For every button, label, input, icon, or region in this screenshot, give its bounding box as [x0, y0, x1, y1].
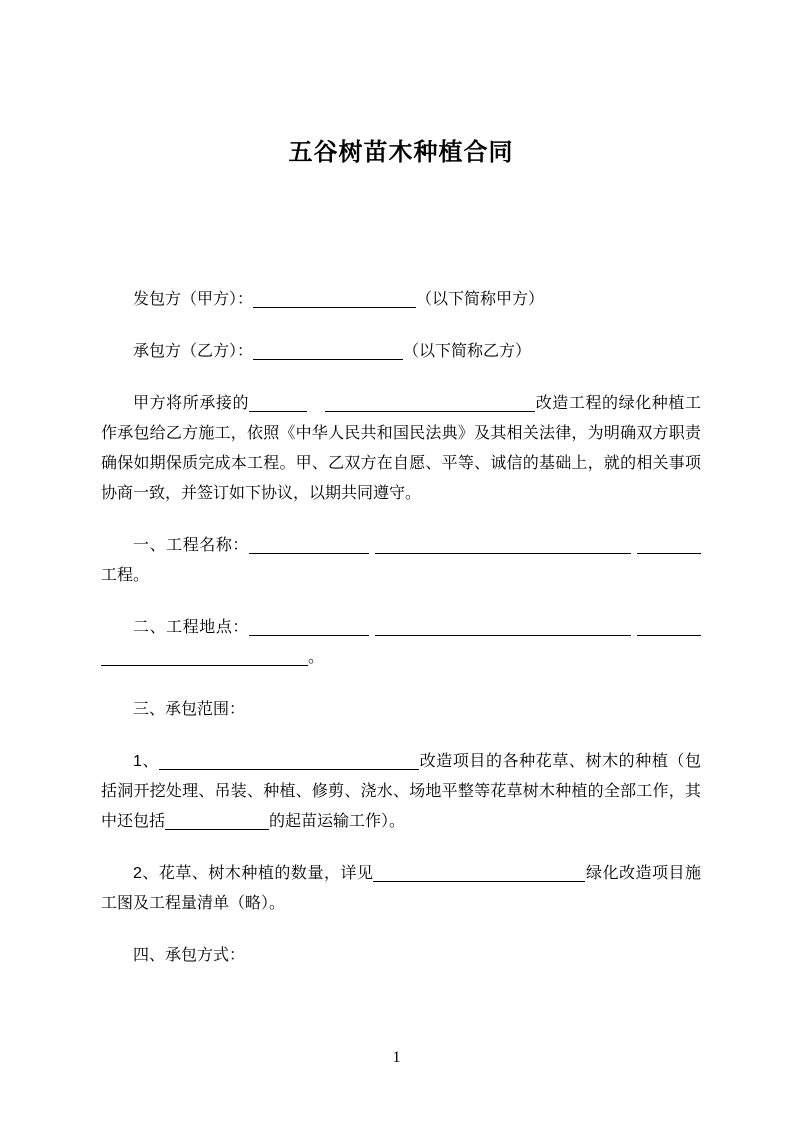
text-run: 承包方（乙方）： [133, 343, 254, 360]
blank-field [375, 553, 631, 554]
text-run: 2、花草、树木种植的数量，详见 [133, 865, 374, 882]
paragraph [101, 285, 701, 315]
paragraph [101, 337, 701, 367]
blank-field [249, 635, 369, 636]
document-title: 五谷树苗木种植合同 [288, 139, 514, 166]
text-run: 甲方将所承接的 [133, 395, 250, 412]
blank-field [325, 411, 535, 412]
text-run: 一、工程名称： [133, 537, 249, 554]
paragraph [101, 389, 701, 509]
text-run: 工程。 [101, 567, 150, 584]
text-run: 1、 [133, 753, 160, 770]
text-run: 三、承包范围： [133, 701, 246, 718]
blank-field [249, 553, 369, 554]
blank-field [253, 307, 416, 308]
paragraph [101, 695, 701, 725]
blank-field [101, 665, 308, 666]
text-run: 二、工程地点： [133, 619, 249, 636]
page-footer [0, 1048, 793, 1068]
blank-field [637, 553, 701, 554]
text-run: 改造项目的各种花草、树木的种植（包括洞开挖处理、吊装、种植、修剪、浇水、场地平整等花草树木种植的全部工作，其中还包括 [101, 753, 701, 830]
paragraph [101, 613, 701, 673]
paragraph [101, 747, 701, 837]
blank-field [165, 829, 269, 830]
paragraph [101, 941, 701, 971]
blank-field [249, 411, 307, 412]
paragraph [101, 531, 701, 591]
text-run: 改造工程的绿化种植工作承包给乙方施工，依照《中华人民共和国民法典》及其相关法律，为明确双方职责确保如期保质完成本工程。甲、乙双方在自愿、平等、诚信的基础上，就的相关事项协商一致，并签订如下协议，以期共同遵守。 [101, 395, 701, 502]
text-run: （以下简称甲方） [416, 291, 545, 308]
text-run: 的起苗运输工作）。 [269, 813, 406, 830]
paragraphs [101, 285, 701, 971]
text-run: （以下简称乙方） [403, 343, 532, 360]
text-run: 发包方（甲方）： [133, 291, 254, 308]
blank-field [375, 635, 631, 636]
paragraph [101, 859, 701, 919]
page-number: 1 [392, 1049, 401, 1066]
text-run: 四、承包方式： [133, 947, 246, 964]
text-run: 绿化改造项目施工图及工程量清单（略）。 [101, 865, 701, 912]
text-run: 。 [308, 649, 325, 666]
blank-field [373, 881, 585, 882]
blank-field [637, 635, 701, 636]
blank-field [253, 359, 403, 360]
blank-field [159, 769, 419, 770]
